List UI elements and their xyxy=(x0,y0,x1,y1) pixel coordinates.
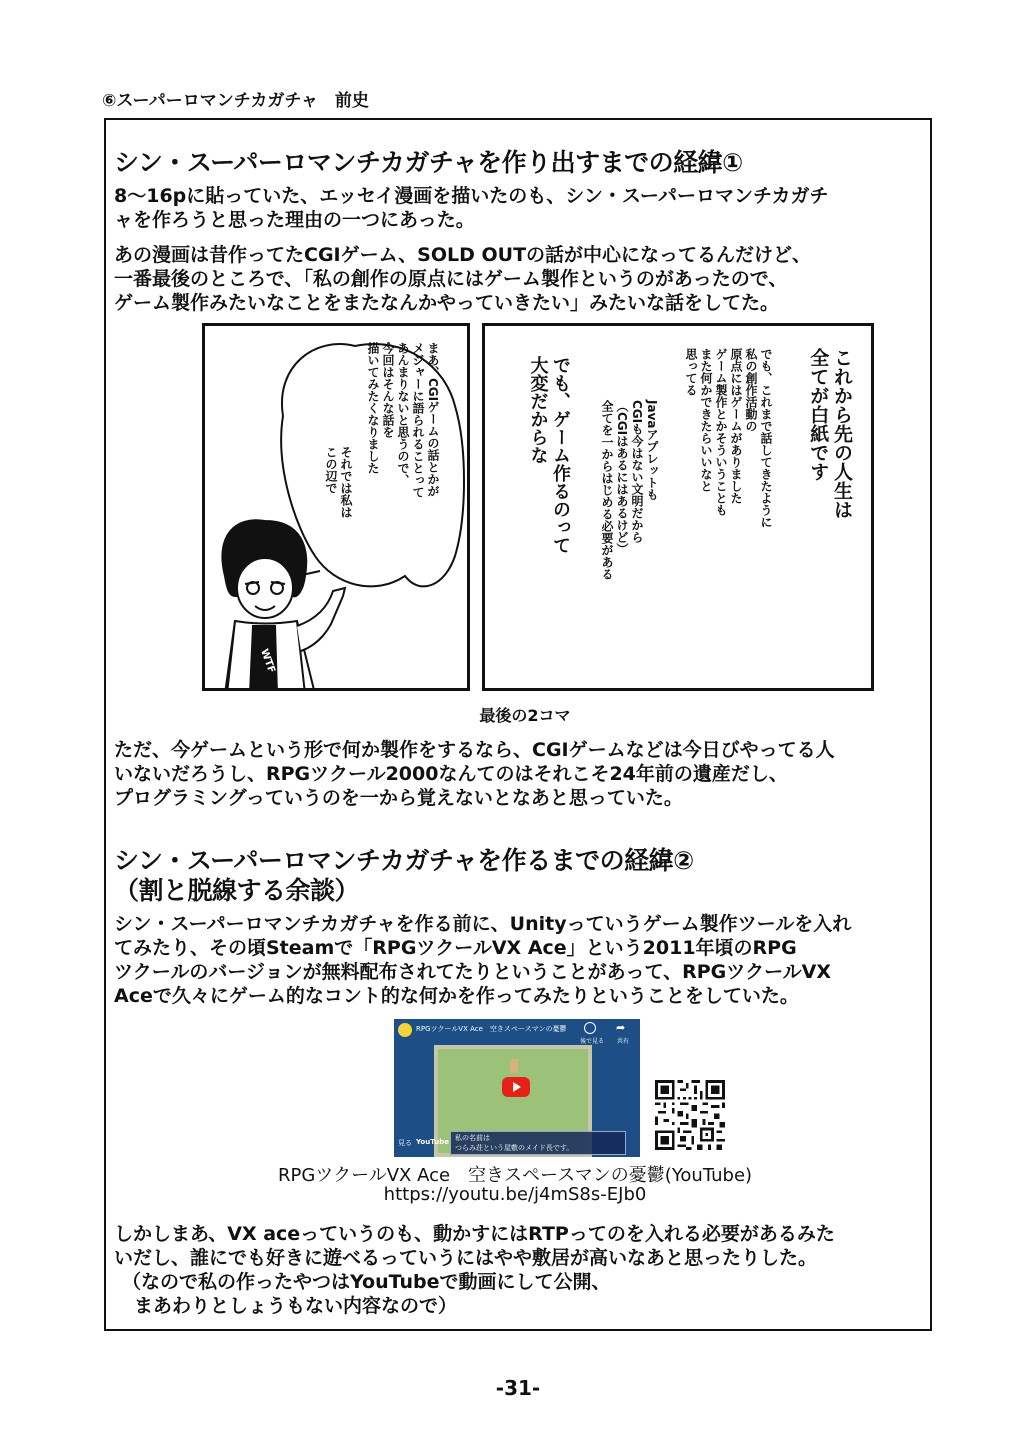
video-thumbnail[interactable] xyxy=(394,1019,640,1157)
narration-line: （CGIはあるにはあるけど） xyxy=(615,400,629,556)
text-line: あの漫画は昔作ってたCGIゲーム、SOLD OUTの話が中心になってるんだけど、 xyxy=(114,244,812,266)
narration-line: CGIも今はない文明だから xyxy=(630,400,644,544)
text-line: Aceで久々にゲーム的なコント的な何かを作ってみたりということをしていた。 xyxy=(114,985,799,1007)
watch-later-icon[interactable] xyxy=(584,1022,596,1034)
paragraph-4 xyxy=(114,912,926,1008)
narration-line: 全てを一からはじめる必要がある xyxy=(600,400,614,580)
text-line: 一番最後のところで、「私の創作の原点にはゲーム製作というのがあったので、 xyxy=(114,268,788,290)
text-line: プログラミングっていうのを一から覚えないとなあと思っていた。 xyxy=(114,787,683,809)
video-link-url[interactable]: https://youtu.be/j4mS8s-EJb0 xyxy=(383,1184,647,1205)
section-title-1: シン・スーパーロマンチカガチャを作り出すまでの経緯① xyxy=(114,148,743,177)
text-line: 8〜16pに貼っていた、エッセイ漫画を描いたのも、シン・スーパーロマンチカガチ xyxy=(114,185,829,207)
watch-on-youtube[interactable] xyxy=(398,1138,449,1148)
text-line: しかしまあ、VX aceっていうのも、動かすにはRTPってのを入れる必要があるみた xyxy=(114,1223,835,1245)
title-line: （割と脱線する余談） xyxy=(114,876,360,905)
narration-line: でも、これまで話してきたように xyxy=(759,348,773,528)
narration-line: 原点にはゲームがありました xyxy=(729,348,743,504)
paragraph-1 xyxy=(114,184,926,232)
bubble-text-left-2 xyxy=(323,446,353,556)
comic-caption: 最後の2コマ xyxy=(479,706,571,725)
page-number: -31- xyxy=(495,1376,541,1400)
subtitle-line: つらみ荘という屋敷のメイド長です。 xyxy=(455,1144,574,1152)
character-sprite xyxy=(510,1059,518,1073)
text-line: シン・スーパーロマンチカガチャを作る前に、Unityっていうゲーム製作ツールを入れ xyxy=(114,913,852,935)
text-line: てみたり、その頃Steamで「RPGツクールVX Ace」という2011年頃のRPG xyxy=(114,937,797,959)
bubble-text-left xyxy=(365,342,440,552)
comic-panel-right xyxy=(482,323,874,691)
paragraph-3 xyxy=(114,738,926,810)
watch-later-label: 後で見る xyxy=(580,1038,605,1045)
text-line: ツクールのバージョンが無料配布されてたりということがあって、RPGツクールVX xyxy=(114,961,832,983)
narration-line: ゲーム製作とかそういうことも xyxy=(714,348,728,516)
text-line: ただ、今ゲームという形で何か製作をするなら、CGIゲームなどは今日びやってる人 xyxy=(114,739,835,761)
bubble-line: まあ、CGIゲームの話とかが xyxy=(426,342,440,498)
text-line: ゲーム製作みたいなことをまたなんかやっていきたい」みたいな話をしてた。 xyxy=(114,292,780,314)
youtube-logo: YouTube xyxy=(416,1138,449,1146)
bubble-line: 今回はそんな話を xyxy=(381,342,395,438)
play-icon xyxy=(513,1082,521,1092)
narration-line: Javaアプレットも xyxy=(645,400,659,501)
play-button[interactable] xyxy=(502,1077,530,1097)
subtitle-line: 私の名前は xyxy=(455,1134,490,1142)
video-title: RPGツクールVX Ace 空きスペースマンの憂鬱 xyxy=(416,1025,567,1033)
text-line: まあわりとしょうもない内容なので） xyxy=(134,1295,458,1317)
page-header: ⑥スーパーロマンチカガチャ 前史 xyxy=(102,91,369,111)
narration-small-1 xyxy=(683,348,773,668)
channel-avatar xyxy=(398,1023,412,1037)
qr-code[interactable] xyxy=(655,1080,725,1150)
bubble-line: 描いてみたくなりました xyxy=(366,342,380,474)
narration-small-2 xyxy=(599,400,659,680)
video-link-title: RPGツクールVX Ace 空きスペースマンの憂鬱(YouTube) xyxy=(277,1165,753,1186)
bubble-line: この辺で xyxy=(324,446,338,494)
watch-on-label: 見る xyxy=(398,1139,412,1147)
narration-big-1 xyxy=(806,348,854,668)
narration-line: また何かできたらいいなと xyxy=(699,348,713,492)
text-line: （なので私の作ったやつはYouTubeで動画にして公開、 xyxy=(122,1271,611,1293)
narration-line: 私の創作活動の xyxy=(744,348,758,432)
section-title-2 xyxy=(114,846,694,906)
bubble-line: あんまりないと思うので、 xyxy=(396,342,410,486)
paragraph-5 xyxy=(114,1222,926,1318)
share-icon[interactable]: ➦ xyxy=(616,1021,626,1034)
bubble-line: それでは私は xyxy=(339,446,353,518)
narration-line: これから先の人生は xyxy=(831,348,853,519)
subtitle-box xyxy=(450,1131,626,1155)
paragraph-2 xyxy=(114,243,926,315)
text-line: いないだろうし、RPGツクール2000なんてのはそれこそ24年前の遺産だし、 xyxy=(114,763,788,785)
title-line: シン・スーパーロマンチカガチャを作るまでの経緯② xyxy=(114,846,694,875)
text-line: ャを作ろうと思った理由の一つにあった。 xyxy=(114,209,475,231)
shirt-text: WTF xyxy=(258,647,277,675)
narration-big-2 xyxy=(526,356,571,666)
narration-line: 全てが白紙です xyxy=(807,348,830,481)
bubble-line: メジャーに語られることって xyxy=(411,342,425,498)
text-line: いだし、誰にでも好きに遊べるっていうにはやや敷居が高いなあと思ったりした。 xyxy=(114,1247,818,1269)
narration-line: 思ってる xyxy=(684,348,698,396)
comic-panel-left xyxy=(202,323,470,691)
narration-line: 大変だからな xyxy=(527,356,549,464)
share-label: 共有 xyxy=(617,1038,630,1045)
narration-line: でも、ゲーム作るのって xyxy=(550,356,571,554)
